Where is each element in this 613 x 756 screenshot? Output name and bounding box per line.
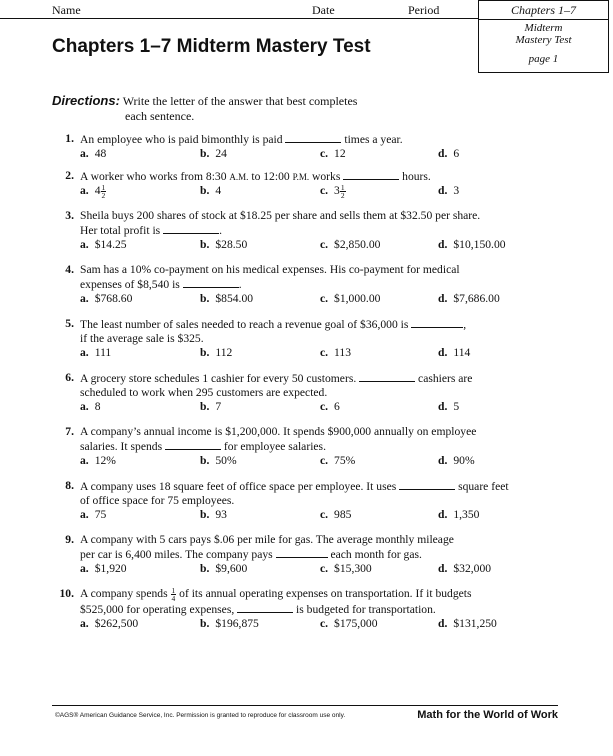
question-stem bbox=[80, 132, 572, 147]
options bbox=[80, 562, 572, 576]
option-c: c. $1,000.00 bbox=[320, 292, 381, 305]
option-d: d. $131,250 bbox=[438, 617, 497, 630]
option-a: a. 12% bbox=[80, 454, 116, 467]
question-number: 10. bbox=[59, 587, 74, 600]
question-4 bbox=[52, 263, 572, 306]
question-number: 5. bbox=[65, 317, 74, 330]
options bbox=[80, 346, 572, 360]
question-5 bbox=[52, 317, 572, 360]
fraction: $\frac{1}{2}$ bbox=[101, 183, 106, 200]
option-d: d. 90% bbox=[438, 454, 475, 467]
question-10 bbox=[52, 587, 572, 631]
options bbox=[80, 617, 572, 631]
period-label: Period bbox=[408, 3, 440, 17]
option-d: d. 3 bbox=[438, 184, 460, 197]
question-number: 4. bbox=[65, 263, 74, 276]
box-page: page 1 bbox=[528, 53, 559, 65]
fraction: $\frac{1}{2}$ bbox=[340, 183, 345, 200]
option-c: c. 75% bbox=[320, 454, 356, 467]
stem-text: times a year. bbox=[344, 133, 403, 146]
question-stem: A company spends $\frac{1}{4}$ of its annual operating expenses on transportation. If it budgets $525,000 for operating expenses, is budgeted for transportation. bbox=[80, 586, 472, 616]
footer-rule bbox=[52, 705, 558, 706]
option-b: b. 93 bbox=[200, 508, 227, 521]
question-number: 2. bbox=[65, 169, 74, 182]
answer-blank bbox=[411, 317, 463, 328]
answer-blank bbox=[285, 132, 341, 143]
option-c: c. 6 bbox=[320, 400, 340, 413]
question-number: 9. bbox=[65, 533, 74, 546]
box-chapters: Chapters 1–7 bbox=[479, 3, 608, 20]
option-d: d. $32,000 bbox=[438, 562, 492, 575]
question-stem: A company’s annual income is $1,200,000. It spends $900,000 annually on employee salaries. It spends for employee salaries. bbox=[80, 425, 477, 453]
fraction: $\frac{1}{4}$ bbox=[171, 586, 176, 603]
option-c: c. $175,000 bbox=[320, 617, 378, 630]
option-b: b. 7 bbox=[200, 400, 222, 413]
option-b: b. 50% bbox=[200, 454, 237, 467]
question-3 bbox=[52, 209, 572, 252]
options bbox=[80, 147, 572, 161]
option-a: a. $14.25 bbox=[80, 238, 127, 251]
box-test-line1: Midterm bbox=[524, 22, 563, 34]
box-test-name bbox=[479, 22, 608, 46]
question-8 bbox=[52, 479, 572, 522]
answer-blank bbox=[237, 602, 293, 613]
option-b: b. $9,600 bbox=[200, 562, 248, 575]
answer-blank bbox=[399, 479, 455, 490]
option-b: b. 112 bbox=[200, 346, 233, 359]
page-title: Chapters 1–7 Midterm Mastery Test bbox=[52, 36, 371, 57]
question-stem: A company with 5 cars pays $.06 per mile for gas. The average monthly mileage per car is 6,400 miles. The company pays each month for gas. bbox=[80, 533, 454, 561]
answer-blank bbox=[276, 547, 328, 558]
option-c: c. 3 $\frac{1}{2}$ bbox=[320, 183, 345, 200]
question-6 bbox=[52, 371, 572, 414]
option-d: d. 5 bbox=[438, 400, 460, 413]
options bbox=[80, 400, 572, 414]
footer-copyright: ©AGS® American Guidance Service, Inc. Permission is granted to reproduce for classroom use only. bbox=[55, 712, 346, 719]
option-c: c. 113 bbox=[320, 346, 352, 359]
answer-blank bbox=[359, 371, 415, 382]
options bbox=[80, 184, 572, 202]
options bbox=[80, 238, 572, 252]
option-b: b. 24 bbox=[200, 147, 227, 160]
option-a: a. 75 bbox=[80, 508, 107, 521]
option-b: b. 4 bbox=[200, 184, 222, 197]
question-7 bbox=[52, 425, 572, 468]
option-d: d. $7,686.00 bbox=[438, 292, 500, 305]
option-a: a. $1,920 bbox=[80, 562, 127, 575]
option-a: a. 8 bbox=[80, 400, 101, 413]
question-number: 8. bbox=[65, 479, 74, 492]
option-a: a. 48 bbox=[80, 147, 107, 160]
option-d: d. $10,150.00 bbox=[438, 238, 506, 251]
directions-line2: each sentence. bbox=[125, 109, 195, 123]
question-stem: The least number of sales needed to reach a revenue goal of $36,000 is , if the average sale is $325. bbox=[80, 318, 467, 345]
question-2 bbox=[52, 169, 572, 202]
question-stem: A company uses 18 square feet of office space per employee. It uses square feet of office space for 75 employees. bbox=[80, 480, 509, 507]
option-b: b. $854.00 bbox=[200, 292, 254, 305]
question-stem: Sheila buys 200 shares of stock at $18.25 per share and sells them at $32.50 per share. Her total profit is . bbox=[80, 209, 481, 237]
option-d: d. 1,350 bbox=[438, 508, 480, 521]
name-label: Name bbox=[52, 3, 81, 17]
options bbox=[80, 508, 572, 522]
option-b: b. $196,875 bbox=[200, 617, 259, 630]
answer-blank bbox=[163, 223, 219, 234]
option-c: c. 985 bbox=[320, 508, 352, 521]
header-rule bbox=[0, 18, 478, 19]
answer-blank bbox=[343, 169, 399, 180]
footer-book-title: Math for the World of Work bbox=[417, 709, 558, 721]
question-number: 6. bbox=[65, 371, 74, 384]
option-b: b. $28.50 bbox=[200, 238, 248, 251]
option-d: d. 6 bbox=[438, 147, 460, 160]
option-c: c. $15,300 bbox=[320, 562, 372, 575]
question-number: 7. bbox=[65, 425, 74, 438]
question-1 bbox=[52, 132, 572, 161]
question-number: 1. bbox=[65, 132, 74, 145]
option-c: c. $2,850.00 bbox=[320, 238, 381, 251]
chapter-box bbox=[478, 0, 609, 73]
question-stem: A grocery store schedules 1 cashier for every 50 customers. cashiers are scheduled to work when 295 customers are expected. bbox=[80, 372, 473, 399]
stem-text: An employee who is paid bimonthly is paid bbox=[80, 133, 283, 146]
answer-blank bbox=[183, 277, 239, 288]
question-stem: Sam has a 10% co-payment on his medical expenses. His co-payment for medical expenses of $8,540 is . bbox=[80, 263, 460, 291]
question-9 bbox=[52, 533, 572, 576]
option-d: d. 114 bbox=[438, 346, 471, 359]
question-stem: A worker who works from 8:30 A.M. to 12:00 P.M. works hours. bbox=[80, 170, 431, 183]
option-a: a. 111 bbox=[80, 346, 112, 359]
answer-blank bbox=[165, 439, 221, 450]
option-a: a. $262,500 bbox=[80, 617, 139, 630]
option-a: a. 4 $\frac{1}{2}$ bbox=[80, 183, 106, 200]
box-test-line2: Mastery Test bbox=[515, 34, 572, 46]
date-label: Date bbox=[312, 3, 335, 17]
option-a: a. $768.60 bbox=[80, 292, 133, 305]
directions-line1: Write the letter of the answer that best completes bbox=[122, 94, 358, 108]
question-number: 3. bbox=[65, 209, 74, 222]
directions-label: Directions: bbox=[52, 93, 120, 108]
directions bbox=[52, 93, 357, 124]
options bbox=[80, 454, 572, 468]
option-c: c. 12 bbox=[320, 147, 346, 160]
options bbox=[80, 292, 572, 306]
